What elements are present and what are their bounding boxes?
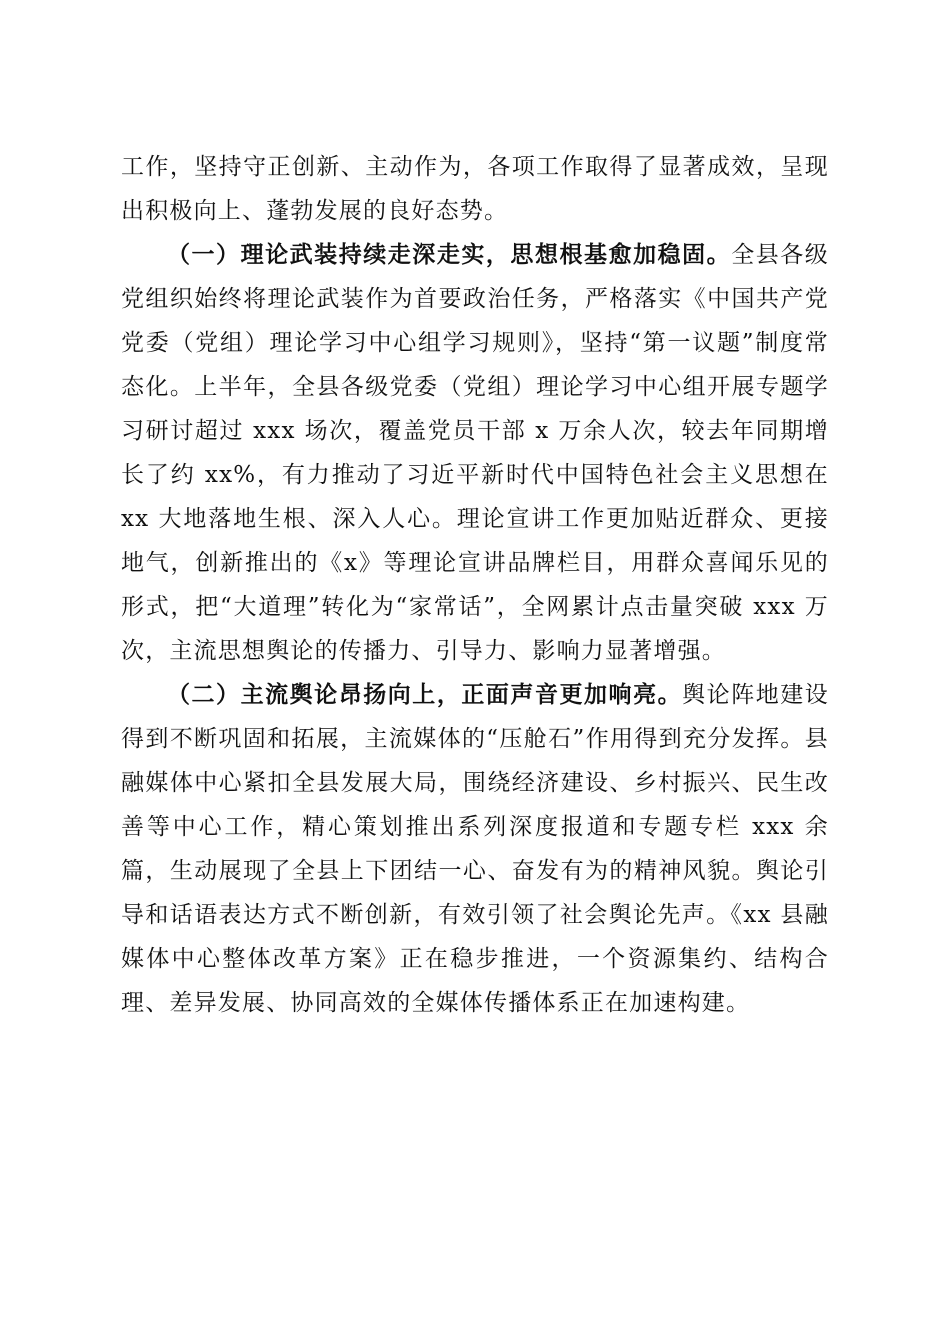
paragraph-text: 全县各级党组织始终将理论武装作为首要政治任务，严格落实《中国共产党党委（党组）理论学习中心组学习规则》，坚持“第一议题”制度常态化。上半年，全县各级党委（党组）理论学习中心组开展专题学习研讨超过 xxx 场次，覆盖党员干部 x 万余人次，较去年同期增长了约 xx%，有力推动了习近平新时代中国特色社会主义思想在 xx 大地落地生根、深入人心。理论宣讲工作更加贴近群众、更接地气，创新推出的《x》等理论宣讲品牌栏目，用群众喜闻乐见的形式，把“大道理”转化为“家常话”，全网累计点击量突破 xxx 万次，主流思想舆论的传播力、引导力、影响力显著增强。 [121,242,829,664]
paragraph-text: 工作，坚持守正创新、主动作为，各项工作取得了显著成效，呈现出积极向上、蓬勃发展的良好态势。 [121,154,829,224]
paragraph-text: 舆论阵地建设得到不断巩固和拓展，主流媒体的“压舱石”作用得到充分发挥。县融媒体中心紧扣全县发展大局，围绕经济建设、乡村振兴、民生改善等中心工作，精心策划推出系列深度报道和专题专栏 xxx 余篇，生动展现了全县上下团结一心、奋发有为的精神风貌。舆论引导和话语表达方式不断创新，有效引领了社会舆论先声。《xx 县融媒体中心整体改革方案》正在稳步推进，一个资源集约、结构合理、差异发展、协同高效的全媒体传播体系正在加速构建。 [121,682,830,1016]
section-heading-2: （二）主流舆论昂扬向上，正面声音更加响亮。 [167,681,683,708]
paragraph-continuation [121,145,829,233]
paragraph-public-opinion [121,673,829,1025]
paragraph-theory-armament [121,233,829,673]
section-heading-1: （一）理论武装持续走深走实，思想根基愈加稳固。 [167,241,732,268]
document-body [121,145,829,1025]
